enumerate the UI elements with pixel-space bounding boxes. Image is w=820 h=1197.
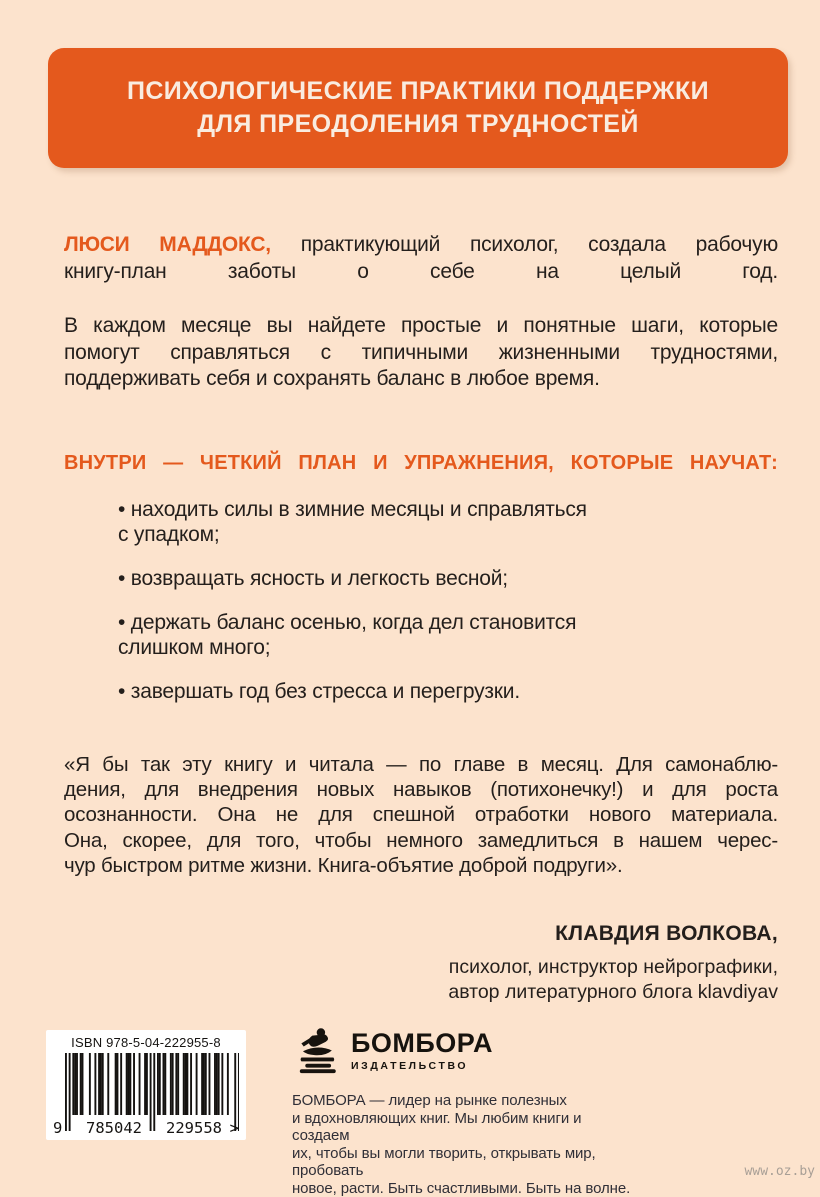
endorsement-block bbox=[64, 922, 778, 1005]
text-line: помогут справляться с типичными жизненными трудностями, bbox=[64, 340, 778, 367]
top-banner bbox=[48, 48, 788, 168]
bullet-list bbox=[118, 497, 698, 723]
quote-paragraph bbox=[64, 752, 778, 878]
text-line: и вдохновляющих книг. Мы любим книги и создаем bbox=[292, 1110, 632, 1145]
endorser-name: КЛАВДИЯ ВОЛКОВА, bbox=[64, 922, 778, 946]
barcode-digits-left: 785042 bbox=[75, 1119, 153, 1137]
text-line: Она, скорее, для того, чтобы немного замедлиться в нашем черес- bbox=[64, 828, 778, 853]
banner-line-1: ПСИХОЛОГИЧЕСКИЕ ПРАКТИКИ ПОДДЕРЖКИ bbox=[127, 75, 709, 108]
text-line: поддерживать себя и сохранять баланс в любое время. bbox=[64, 366, 778, 393]
barcode-digit-first: 9 bbox=[53, 1119, 62, 1137]
publisher-subtitle: ИЗДАТЕЛЬСТВО bbox=[351, 1060, 493, 1072]
text-line: • находить силы в зимние месяцы и справляться bbox=[118, 497, 698, 522]
endorser-role-1: психолог, инструктор нейрографики, bbox=[64, 955, 778, 980]
isbn-barcode-block bbox=[46, 1030, 246, 1140]
author-name: ЛЮСИ МАДДОКС, bbox=[64, 233, 271, 256]
intro-p1-line1-rest: практикующий психолог, создала рабочую bbox=[301, 233, 778, 256]
intro-section bbox=[64, 232, 778, 393]
text-line: осознанности. Она не для спешной отработки нового материала. bbox=[64, 802, 778, 827]
barcode-digits-right: 229558 bbox=[155, 1119, 233, 1137]
list-heading: ВНУТРИ — ЧЕТКИЙ ПЛАН И УПРАЖНЕНИЯ, КОТОРЫЕ НАУЧАТ: bbox=[64, 452, 778, 475]
text-line: БОМБОРА — лидер на рынке полезных bbox=[292, 1092, 632, 1110]
text-line: с упадком; bbox=[118, 522, 698, 547]
text-line: • завершать год без стресса и перегрузки. bbox=[118, 679, 698, 704]
text-line: «Я бы так эту книгу и читала — по главе в месяц. Для самонаблю- bbox=[64, 752, 778, 777]
publisher-name: БОМБОРА bbox=[351, 1030, 493, 1057]
endorser-role-2: автор литературного блога klavdiyav bbox=[64, 980, 778, 1005]
bullet-item-3 bbox=[118, 610, 698, 660]
text-line: В каждом месяце вы найдете простые и понятные шаги, которые bbox=[64, 313, 778, 340]
publisher-block bbox=[292, 1024, 632, 1197]
publisher-description bbox=[292, 1092, 632, 1197]
intro-paragraph-2 bbox=[64, 313, 778, 393]
intro-p1-line2: книгу-план заботы о себе на целый год. bbox=[64, 259, 778, 286]
bullet-item-1 bbox=[118, 497, 698, 547]
watermark-url: www.oz.by bbox=[745, 1164, 815, 1179]
text-line: новое, расти. Быть счастливыми. Быть на волне. bbox=[292, 1180, 632, 1197]
publisher-logo bbox=[292, 1024, 632, 1080]
text-line: • держать баланс осенью, когда дел становится bbox=[118, 610, 698, 635]
text-line: их, чтобы вы могли творить, открывать мир, пробовать bbox=[292, 1145, 632, 1180]
text-line: дения, для внедрения новых навыков (потихонечку!) и для роста bbox=[64, 777, 778, 802]
intro-p1-line1 bbox=[64, 232, 778, 259]
isbn-label: ISBN 978-5-04-222955-8 bbox=[53, 1035, 239, 1050]
barcode-suffix: > bbox=[230, 1119, 239, 1137]
text-line: • возвращать ясность и легкость весной; bbox=[118, 566, 698, 591]
publisher-brand bbox=[351, 1024, 493, 1072]
intro-paragraph-1 bbox=[64, 232, 778, 285]
bullet-item-4 bbox=[118, 679, 698, 704]
barcode bbox=[53, 1053, 239, 1137]
surfer-icon bbox=[292, 1024, 342, 1080]
banner-line-2: ДЛЯ ПРЕОДОЛЕНИЯ ТРУДНОСТЕЙ bbox=[197, 108, 638, 141]
text-line: чур быстром ритме жизни. Книга-объятие доброй подруги». bbox=[64, 853, 778, 878]
bullet-item-2 bbox=[118, 566, 698, 591]
text-line: слишком много; bbox=[118, 635, 698, 660]
